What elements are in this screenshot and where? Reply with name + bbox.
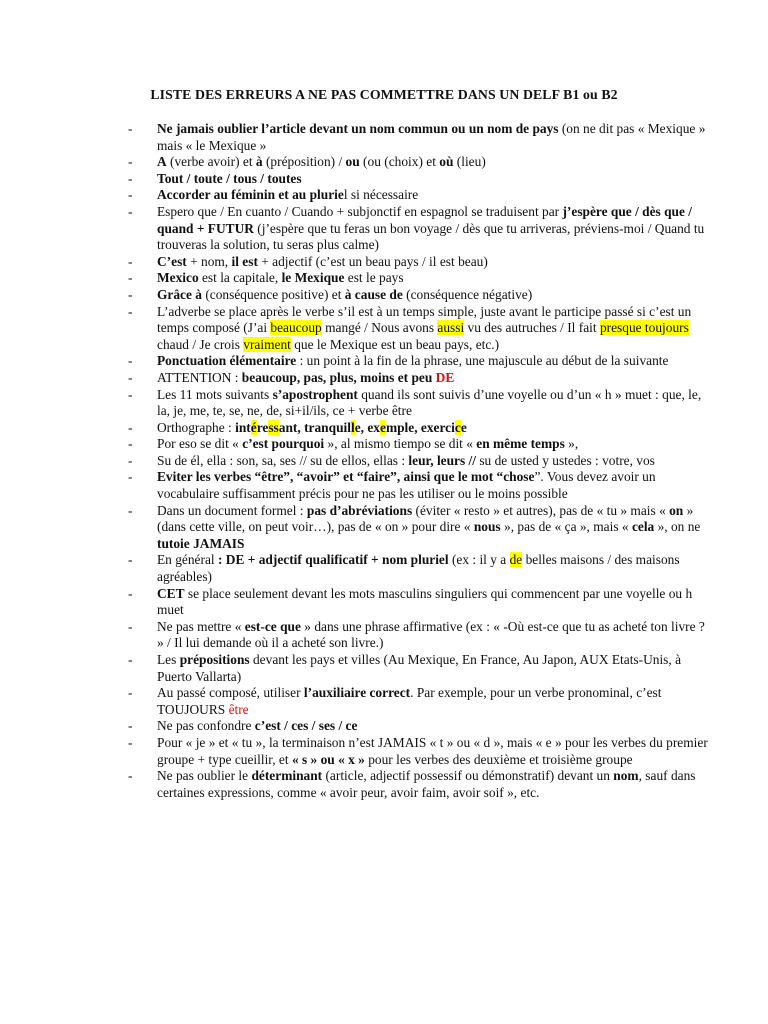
highlighted-text: c (454, 419, 461, 435)
list-item-text: (on ne dit pas « Mexique » mais « le Mexique » (157, 121, 706, 153)
list-item-text: ant, tranquil (278, 419, 351, 435)
list-item-text: l’auxiliaire correct (303, 685, 411, 701)
list-item-text: l si nécessaire (343, 187, 419, 203)
list-item-text: Tout / toute / tous / toutes (157, 170, 302, 186)
list-item-text: chaud / Je crois (157, 336, 244, 352)
list-item-text: prépositions (179, 652, 250, 667)
list-item-text: à cause de (344, 286, 403, 302)
list-item-text: déterminant (251, 768, 323, 784)
list-item-text: : un point à la fin de la phrase, une majuscule au début de la suivante (296, 353, 669, 369)
list-item-text: » dans une phrase affirmative (ex : « -Où est-ce que tu as acheté ton livre ? » / Il lui demande où il a acheté son livre.) (157, 618, 705, 651)
list-item-text: A (157, 154, 167, 170)
list-item-text: cela (631, 519, 655, 535)
list-item-text: mangé / Nous avons (321, 320, 438, 336)
list-item-text: e (460, 419, 467, 435)
error-list (157, 121, 710, 801)
list-item-text: s’apostrophent (272, 386, 358, 402)
list-item-text: Les (157, 652, 180, 667)
list-item-text: c’est pourquoi (242, 436, 325, 452)
list-item-text: + nom, (186, 253, 232, 269)
list-item-text: où (439, 154, 454, 170)
list-item-text: se place seulement devant les mots masculins singuliers qui commencent par une voyelle ou h muet (157, 585, 693, 618)
list-item-text: nous (473, 519, 501, 535)
list-item (157, 420, 710, 437)
list-item-text: ou (345, 154, 360, 170)
list-item (157, 552, 710, 585)
list-item-text: est le pays (344, 270, 404, 286)
list-item (157, 735, 710, 768)
list-item-text: être (228, 701, 249, 717)
list-item (157, 453, 710, 470)
list-item-text: : DE + adjectif qualificatif + nom pluriel (217, 552, 449, 568)
list-item-text: (conséquence positive) et (201, 286, 345, 302)
list-item-text: e, ex (354, 419, 380, 435)
list-item (157, 436, 710, 453)
list-item-text: nom (613, 768, 639, 784)
list-item-text: on (669, 502, 684, 518)
list-item-text: (ou (choix) et (359, 154, 440, 170)
list-item-text: su de usted y ustedes : votre, vos (476, 452, 655, 468)
list-item-text: Les 11 mots suivants (157, 386, 273, 402)
list-item-text: Ne pas oublier le (157, 768, 252, 784)
list-item-text: est la capitale, (198, 270, 282, 286)
list-item-text: Por eso se dit « (157, 436, 243, 452)
list-item-text: tutoie JAMAIS (157, 535, 245, 551)
list-item (157, 469, 710, 502)
list-item-text: », (564, 436, 579, 452)
list-item-text: belles maisons / des maisons agréables) (157, 552, 680, 585)
list-item-text: int (235, 419, 251, 435)
list-item-text: Ne pas confondre (157, 718, 255, 734)
list-item-text: DE (435, 369, 455, 385)
list-item-text: Accorder au féminin et au plurie (157, 187, 344, 203)
list-item (157, 204, 710, 254)
list-item-text: Su de él, ella : son, sa, ses // su de ellos, ellas : (157, 452, 409, 468)
list-item-text: + adjectif (c’est un beau pays / il est beau) (257, 253, 488, 269)
list-item (157, 254, 710, 271)
list-item-text: Ne jamais oublier l’article devant un nom commun ou un nom de pays (157, 121, 559, 136)
list-item-text: beaucoup, pas, plus, moins et peu (241, 369, 436, 385)
list-item-text: il est (231, 253, 258, 269)
list-item (157, 353, 710, 370)
list-item (157, 121, 710, 154)
list-item-text: Au passé composé, utiliser (157, 685, 304, 701)
list-item-text: en même temps (476, 436, 565, 452)
list-item-text: c’est / ces / ses / ce (254, 718, 358, 734)
list-item (157, 287, 710, 304)
list-item-text: mple, exerci (385, 419, 455, 435)
highlighted-text: l (350, 419, 355, 435)
list-item-text: » (dans cette ville, on peut voir…), pas de « on » pour dire « (157, 502, 694, 535)
list-item-text: C’est (157, 253, 187, 269)
list-item-text: , sauf dans certaines expressions, comme « avoir peur, avoir faim, avoir soif », etc. (157, 768, 696, 800)
list-item-text: ”. Vous devez avoir un vocabulaire suffisamment précis pour ne pas les utiliser ou le moins possible (157, 469, 656, 502)
highlighted-text: aussi (437, 320, 465, 336)
highlighted-text: e (379, 419, 386, 435)
list-item-text: que le Mexique est un beau pays, etc.) (290, 336, 500, 352)
list-item-text: Ponctuation élémentaire (157, 353, 297, 369)
list-item-text: devant les pays et villes (Au Mexique, En France, Au Japon, AUX Etats-Unis, à Puerto Vallarta) (157, 652, 682, 684)
list-item-text: . Par exemple, pour un verbe pronominal, c’est TOUJOURS (157, 685, 662, 717)
list-item (157, 586, 710, 619)
list-item-text: Mexico (157, 270, 199, 286)
list-item-text: (préposition) / (262, 154, 346, 170)
list-item-text: j’espère que / dès que / quand + FUTUR (157, 203, 693, 236)
list-item-text: ATTENTION : (157, 369, 242, 385)
list-item-text: », on ne (654, 519, 701, 535)
highlighted-text: beaucoup (270, 320, 322, 336)
list-item-text: vu des autruches / Il fait (464, 320, 600, 336)
list-item-text: », al mismo tiempo se dit « (324, 436, 477, 452)
list-item-text: », pas de « ça », mais « (500, 519, 632, 535)
list-item-text: Espero que / En cuanto / Cuando + subjonctif en espagnol se traduisent par (157, 203, 563, 219)
list-item-text: (lieu) (453, 154, 486, 170)
list-item (157, 370, 710, 387)
list-item (157, 503, 710, 553)
list-item-text: « s » ou « x » (291, 751, 365, 767)
list-item (157, 387, 710, 420)
list-item-text: Grâce à (157, 286, 202, 302)
list-item (157, 304, 710, 354)
list-item-text: leur, leurs // (408, 452, 476, 468)
list-item-text: est-ce que (244, 618, 301, 634)
list-item-text: pas d’abréviations (306, 502, 413, 518)
list-item (157, 187, 710, 204)
list-item-text: pour les verbes des deuxième et troisième groupe (364, 751, 633, 767)
list-item (157, 154, 710, 171)
list-item (157, 768, 710, 801)
highlighted-text: vraiment (243, 336, 291, 352)
list-item-text: Dans un document formel : (157, 502, 307, 518)
highlighted-text: é (250, 419, 257, 435)
list-item-text: Orthographe : (157, 419, 236, 435)
list-item (157, 718, 710, 735)
list-item-text: (article, adjectif possessif ou démonstratif) devant un (322, 768, 614, 784)
list-item-text: à (255, 154, 263, 170)
list-item-text: re (256, 419, 269, 435)
list-item-text: Pour « je » et « tu », la terminaison n’est JAMAIS « t » ou « d », mais « e » pour les verbes du premier groupe + type cueillir, et (157, 734, 708, 767)
list-item-text: (ex : il y a (448, 552, 510, 568)
list-item-text: (j’espère que tu feras un bon voyage / dès que tu arriveras, préviens-moi / Quand tu trouveras la solution, tu seras plus calme) (157, 220, 705, 253)
list-item-text: (conséquence négative) (402, 286, 533, 302)
list-item-text: Ne pas mettre « (157, 618, 245, 634)
highlighted-text: de (509, 552, 523, 568)
document-title: LISTE DES ERREURS A NE PAS COMMETTRE DANS UN DELF B1 ou B2 (150, 87, 618, 102)
list-item (157, 685, 710, 718)
list-item (157, 619, 710, 652)
list-item (157, 270, 710, 287)
list-item (157, 171, 710, 188)
list-item-text: quand ils sont suivis d’une voyelle ou d’un « h » muet : que, le, la, je, me, te, se, ne, de, si+il/ils, ce + verbe être (157, 386, 702, 419)
list-item (157, 652, 710, 685)
list-item-text: Eviter les verbes “être”, “avoir” et “faire”, ainsi que le mot “chose (157, 469, 535, 485)
highlighted-text: ss (268, 419, 279, 435)
list-item-text: CET (157, 585, 185, 601)
highlighted-text: presque toujours (599, 320, 689, 336)
list-item-text: L’adverbe se place après le verbe s’il est à un temps simple, juste avant le participe passé si c’est un temps composé (J’ai (157, 303, 692, 336)
list-item-text: le Mexique (281, 270, 345, 286)
list-item-text: (verbe avoir) et (166, 154, 256, 170)
list-item-text: (éviter « resto » et autres), pas de « tu » mais « (412, 502, 670, 518)
list-item-text: En général (157, 552, 218, 568)
